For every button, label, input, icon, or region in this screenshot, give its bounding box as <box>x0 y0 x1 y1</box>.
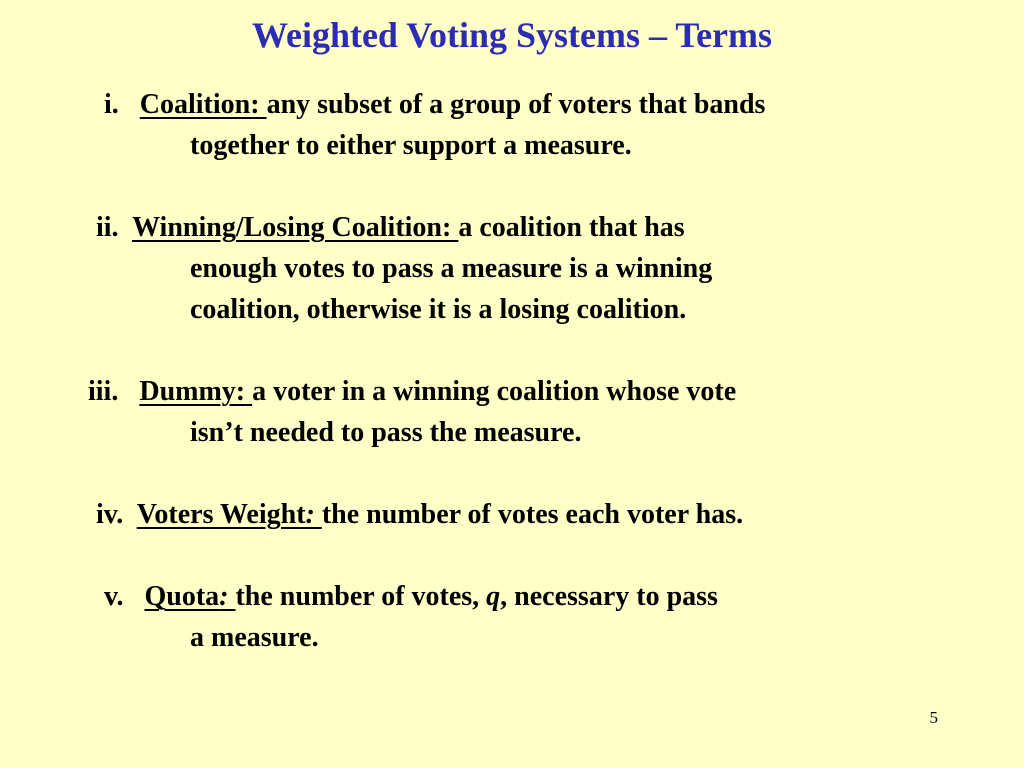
definition-line: the number of votes each voter has. <box>321 499 744 530</box>
term-label-colon: : <box>219 581 236 612</box>
numeral: i. <box>104 89 119 120</box>
numeral: iii. <box>88 376 119 407</box>
definition-line: together to either support a measure. <box>190 130 632 161</box>
term-label: Dummy: <box>139 376 253 407</box>
numeral: ii. <box>96 212 119 243</box>
numeral: iv. <box>96 499 124 530</box>
term-item-winning-losing-coalition <box>96 207 685 248</box>
definition-line: a coalition that has <box>458 212 685 243</box>
quota-variable: q <box>486 581 501 612</box>
definition-line: any subset of a group of voters that bands <box>266 89 766 120</box>
slide-title: Weighted Voting Systems – Terms <box>251 15 773 55</box>
definition-line: enough votes to pass a measure is a winning <box>190 253 713 284</box>
term-item-coalition <box>104 84 765 125</box>
term-label-colon: : <box>305 499 322 530</box>
term-label-text: Voters Weight <box>136 499 306 530</box>
term-label: Winning/Losing Coalition: <box>132 212 459 243</box>
page-number: 5 <box>929 708 938 727</box>
definition-text: the number of votes, <box>235 581 487 612</box>
term-label <box>137 499 322 530</box>
definition-text: , necessary to pass <box>500 581 718 612</box>
term-label <box>144 581 235 612</box>
definition-line: coalition, otherwise it is a losing coalition. <box>190 294 687 325</box>
definition-line: a measure. <box>190 622 319 653</box>
term-item-dummy <box>88 371 736 412</box>
definition-line <box>235 581 717 612</box>
term-label-text: Quota <box>144 581 220 612</box>
definition-line: a voter in a winning coalition whose vote <box>252 376 737 407</box>
definition-line: isn’t needed to pass the measure. <box>190 417 582 448</box>
term-item-quota <box>104 576 718 617</box>
numeral: v. <box>104 581 124 612</box>
term-label: Coalition: <box>139 89 267 120</box>
term-item-voters-weight <box>96 494 743 535</box>
